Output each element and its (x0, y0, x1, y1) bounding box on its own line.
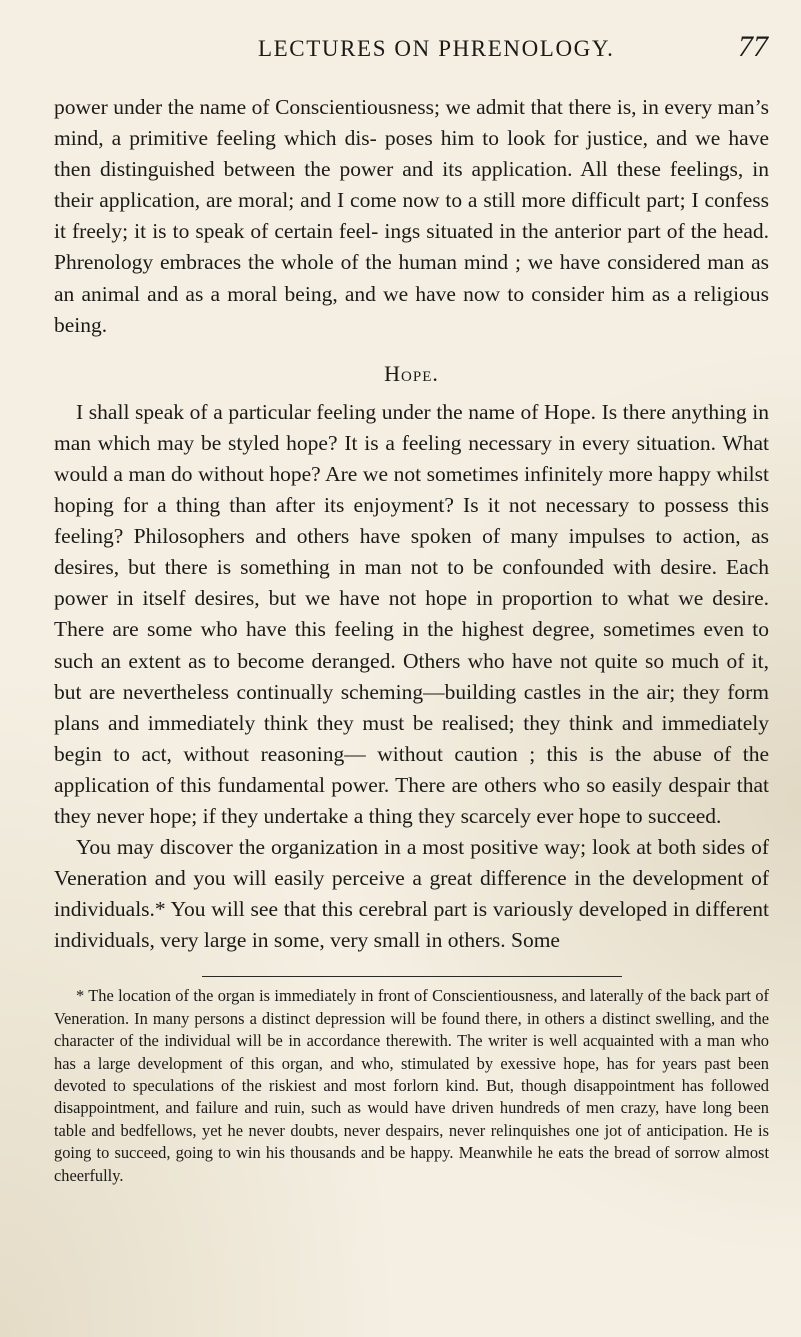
section-heading: Hope. (384, 360, 439, 386)
hope-paragraph-2: You may discover the organization in a most positive way; look at both sides of Veneration and you will easily perceive a great difference in the development of individuals.* You will see that this cerebral part is variously developed in different individuals, very large in some, very small in others. Some (54, 835, 769, 953)
running-head: LECTURES ON PHRENOLOGY. (258, 36, 615, 61)
intro-paragraph: power under the name of Conscientiousness; we admit that there is, in every man’s mind, a primitive feeling which dis- poses him to look for justice, and we have then distinguished between the power and its application. All these feelings, in their application, are moral; and I come now to a still more difficult part; I confess it freely; it is to speak of certain feel- ings situated in the anterior part of the head. Phrenology embraces the whole of the human mind ; we have considered man as an animal and as a moral being, and we have now to consider him as a religious being. (54, 95, 769, 337)
text-block (54, 92, 769, 1187)
hope-paragraph-1: I shall speak of a particular feeling under the name of Hope. Is there anything in man which may be styled hope? It is a feeling necessary in every situation. What would a man do without hope? Are we not sometimes infinitely more happy whilst hoping for a thing than after its enjoyment? Is it not necessary to possess this feeling? Philosophers and others have spoken of many impulses to action, as desires, but there is something in man not to be confounded with desire. Each power in itself desires, but we have not hope in proportion to what we desire. There are some who have this feeling in the highest degree, sometimes even to such an extent as to become deranged. Others who have not quite so much of it, but are nevertheless continually scheming—building castles in the air; they form plans and immediately think they must be realised; they think and immediately begin to act, without reasoning— without caution ; this is the abuse of the application of this fundamental power. There are others who so easily despair that they never hope; if they undertake a thing they scarcely ever hope to succeed. (54, 399, 769, 828)
footnote: * The location of the organ is immediately in front of Conscientiousness, and laterally of the back part of Veneration. In many persons a distinct depression will be found there, in others a distinct swelling, and the character of the individual will be in accordance therewith. The writer is well acquainted with a man who has a large development of this organ, and who, stimulated by exessive hope, has for years past been devoted to speculations of the riskiest and most forlorn kind. But, though disappointment has followed disappointment, and failure and ruin, such as would have driven hundreds of men crazy, have long been table and bedfellows, yet he never doubts, never despairs, never relinquishes one jot of anticipation. He is going to succeed, going to win his thousands and be happy. Meanwhile he eats the bread of sorrow almost cheerfully. (54, 986, 769, 1185)
page-number: 77 (738, 30, 768, 63)
footnote-divider (202, 976, 622, 977)
